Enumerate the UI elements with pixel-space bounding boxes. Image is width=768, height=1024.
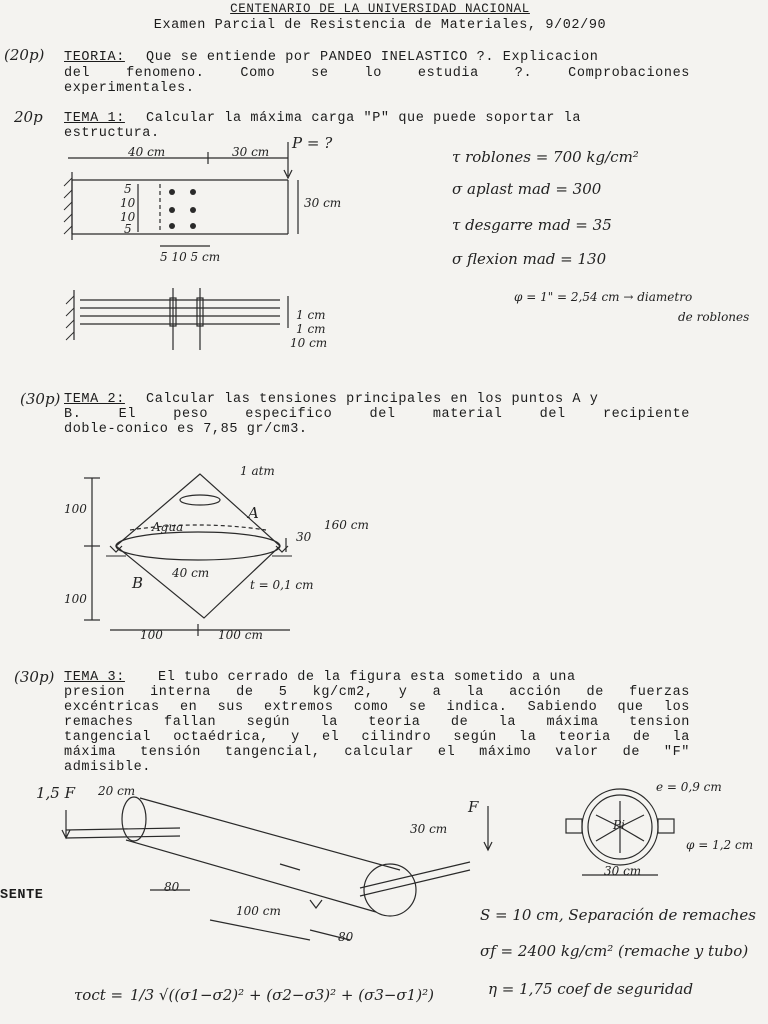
- tema3-phi-label: φ = 1,2 cm: [686, 838, 754, 852]
- tema2-label-text: TEMA 2:: [64, 392, 125, 407]
- tema1-line2: estructura.: [64, 126, 160, 141]
- tema2-points: (30p): [20, 390, 61, 408]
- tema3-formula-lhs: τoct =: [74, 986, 124, 1004]
- tema1-data-phi2: de roblones: [678, 310, 750, 324]
- tema3-dim-100: 100 cm: [236, 904, 281, 918]
- tema3-line5: tangencial octaédrica, y el cilindro según la teoria de la: [64, 730, 690, 745]
- tema2-agua: Agua: [152, 520, 184, 534]
- tema3-line6: máxima tensión tangencial, calcular el máximo valor de "F": [64, 745, 690, 760]
- tema1-data-tau: τ roblones = 700 kg/cm²: [452, 148, 639, 166]
- tema3-formula-rhs: 1/3 √((σ1−σ2)² + (σ2−σ3)² + (σ3−σ1)²): [130, 986, 434, 1004]
- tema3-dim-30: 30 cm: [410, 822, 448, 836]
- tema1-dim-30: 30 cm: [232, 145, 270, 159]
- tema3-line3: excéntricas en sus extremos como se indica. Sabiendo que los: [64, 700, 690, 715]
- tema2-line1: Calcular las tensiones principales en los puntos A y: [146, 392, 599, 407]
- tema3-force-15f: 1,5 F: [36, 784, 76, 802]
- teoria-label-text: TEORIA:: [64, 50, 125, 65]
- tema1-height-30: 30 cm: [304, 196, 342, 210]
- tema1-side-dim-1: 1 cm: [296, 308, 326, 322]
- tema2-point-b: B: [132, 574, 144, 592]
- tema2-dim-100-l: 100: [140, 628, 163, 642]
- tema2-dim-100-top: 100: [64, 502, 87, 516]
- header-subtitle: Examen Parcial de Resistencia de Materiales, 9/02/90: [153, 18, 607, 33]
- tema2-dim-100-bot: 100: [64, 592, 87, 606]
- tema2-dim-100-r: 100 cm: [218, 628, 263, 642]
- tema2-line2: B. El peso especifico del material del recipiente: [64, 407, 690, 422]
- tema1-data-desgarre: τ desgarre mad = 35: [452, 216, 612, 234]
- tema3-margin-word: SENTE: [0, 888, 44, 903]
- tema1-side-dim-3: 10 cm: [290, 336, 328, 350]
- tema1-row-2: 10: [120, 196, 136, 210]
- tema2-point-a: A: [248, 504, 259, 522]
- tema1-data-phi: φ = 1" = 2,54 cm → diametro: [514, 290, 693, 304]
- header-title: CENTENARIO DE LA UNIVERSIDAD NACIONAL: [230, 2, 530, 16]
- tema3-line2: presion interna de 5 kg/cm2, y a la acción de fuerzas: [64, 685, 690, 700]
- tema3-dim-80a: 80: [164, 880, 180, 894]
- tema3-force-f: F: [468, 798, 479, 816]
- tema1-data-aplast: σ aplast mad = 300: [452, 180, 602, 198]
- tema1-load-p: P = ?: [292, 134, 333, 152]
- tema1-row-4: 5: [124, 222, 132, 236]
- tema1-dim-40: 40 cm: [128, 145, 166, 159]
- tema3-note-s: S = 10 cm, Separación de remaches: [480, 906, 756, 924]
- tema3-dim-30b: 30 cm: [604, 864, 642, 878]
- tema3-points: (30p): [14, 668, 55, 686]
- tema3-pi-label: Pi: [613, 818, 625, 832]
- tema3-label-text: TEMA 3:: [64, 670, 125, 685]
- tema1-label-text: TEMA 1:: [64, 111, 125, 126]
- tema3-line4: remaches fallan según la teoria de la máxima tension: [64, 715, 690, 730]
- tema1-points: 20p: [14, 108, 43, 126]
- tema2-dim-30: 30: [296, 530, 312, 544]
- tema1-label: [64, 111, 125, 126]
- tema3-e-label: e = 0,9 cm: [656, 780, 722, 794]
- tema3-tube-figure: [60, 780, 480, 950]
- tema2-patm: 1 atm: [240, 464, 275, 478]
- tema3-label: [64, 670, 125, 685]
- tema3-line7: admisible.: [64, 760, 152, 775]
- tema1-data-flexion: σ flexion mad = 130: [452, 250, 607, 268]
- tema3-dim-80b: 80: [338, 930, 354, 944]
- tema2-dim-40: 40 cm: [172, 566, 210, 580]
- tema1-row-3: 10: [120, 210, 136, 224]
- tema3-note-eta: η = 1,75 coef de seguridad: [488, 980, 694, 998]
- tema1-bottom-dims: 5 10 5 cm: [160, 250, 221, 264]
- teoria-label: [64, 50, 125, 65]
- tema3-line1: El tubo cerrado de la figura esta sometido a una: [158, 670, 576, 685]
- teoria-line2: del fenomeno. Como se lo estudia ?. Comprobaciones: [64, 66, 690, 81]
- teoria-points: (20p): [4, 46, 45, 64]
- teoria-line1: Que se entiende por PANDEO INELASTICO ?. Explicacion: [146, 50, 599, 65]
- teoria-line3: experimentales.: [64, 81, 195, 96]
- tema2-line3: doble-conico es 7,85 gr/cm3.: [64, 422, 308, 437]
- tema3-dim-20: 20 cm: [98, 784, 136, 798]
- tema1-row-1: 5: [124, 182, 132, 196]
- tema2-thickness: t = 0,1 cm: [250, 578, 314, 592]
- tema1-line1: Calcular la máxima carga "P" que puede soportar la: [146, 111, 582, 126]
- tema3-note-sigma: σf = 2400 kg/cm² (remache y tubo): [480, 942, 749, 960]
- tema2-label: [64, 392, 125, 407]
- tema1-side-dim-2: 1 cm: [296, 322, 326, 336]
- tema2-dim-160: 160 cm: [324, 518, 369, 532]
